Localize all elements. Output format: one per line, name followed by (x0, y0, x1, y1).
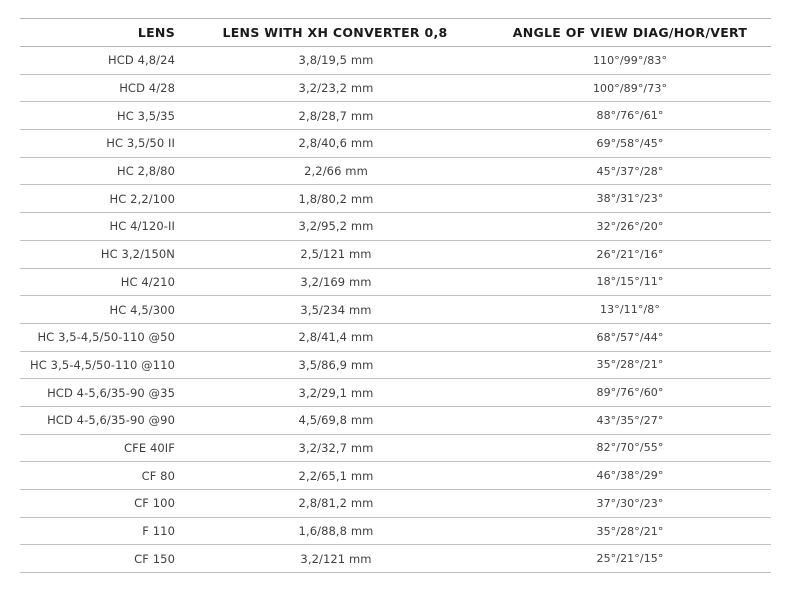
lens-name-cell: HC 4/120-II (109, 219, 175, 234)
converter-value-cell: 3,2/95,2 mm (298, 219, 374, 234)
converter-value-cell: 3,2/121 mm (300, 551, 372, 566)
angle-of-view-cell: 25°/21°/15° (596, 552, 664, 566)
converter-value-cell: 4,5/69,8 mm (298, 413, 374, 428)
lens-name-cell: HC 3,5-4,5/50-110 @50 (37, 330, 175, 345)
table-row (20, 462, 771, 490)
converter-value-cell: 3,2/169 mm (300, 274, 372, 289)
table-body (20, 47, 771, 573)
header-angle-of-view: ANGLE OF VIEW DIAG/HOR/VERT (512, 25, 748, 40)
table-row (20, 102, 771, 130)
lens-name-cell: HCD 4,8/24 (108, 53, 175, 68)
converter-value-cell: 2,8/28,7 mm (298, 108, 374, 123)
angle-of-view-cell: 26°/21°/16° (596, 247, 664, 261)
lens-name-cell: HC 2,8/80 (116, 164, 175, 179)
converter-value-cell: 2,8/81,2 mm (298, 496, 374, 511)
converter-value-cell: 3,2/29,1 mm (298, 385, 374, 400)
lens-name-cell: HC 2,2/100 (109, 191, 175, 206)
converter-value-cell: 3,2/32,7 mm (298, 440, 374, 455)
converter-value-cell: 2,2/66 mm (304, 164, 368, 179)
table-row (20, 435, 771, 463)
angle-of-view-cell: 13°/11°/8° (600, 303, 660, 317)
lens-name-cell: F 110 (142, 524, 175, 539)
table-row (20, 75, 771, 103)
lens-name-cell: HC 4,5/300 (109, 302, 175, 317)
angle-of-view-cell: 37°/30°/23° (596, 496, 664, 510)
angle-of-view-cell: 43°/35°/27° (596, 413, 664, 427)
converter-value-cell: 2,8/40,6 mm (298, 136, 374, 151)
angle-of-view-cell: 69°/58°/45° (596, 136, 664, 150)
converter-value-cell: 3,2/23,2 mm (298, 81, 374, 96)
converter-value-cell: 3,8/19,5 mm (298, 53, 374, 68)
lens-name-cell: HC 3,5-4,5/50-110 @110 (30, 357, 175, 372)
table-row (20, 47, 771, 75)
angle-of-view-cell: 110°/99°/83° (592, 53, 668, 67)
angle-of-view-cell: 35°/28°/21° (596, 524, 664, 538)
angle-of-view-cell: 68°/57°/44° (596, 330, 664, 344)
lens-name-cell: CFE 40IF (123, 440, 175, 455)
lens-converter-table (20, 18, 771, 573)
lens-name-cell: HCD 4-5,6/35-90 @35 (47, 385, 175, 400)
converter-value-cell: 3,5/234 mm (300, 302, 372, 317)
converter-value-cell: 2,2/65,1 mm (298, 468, 374, 483)
angle-of-view-cell: 88°/76°/61° (596, 109, 664, 123)
angle-of-view-cell: 38°/31°/23° (596, 192, 664, 206)
table-row (20, 352, 771, 380)
converter-value-cell: 1,6/88,8 mm (298, 524, 374, 539)
angle-of-view-cell: 45°/37°/28° (596, 164, 664, 178)
lens-name-cell: HCD 4-5,6/35-90 @90 (47, 413, 175, 428)
converter-value-cell: 3,5/86,9 mm (298, 357, 374, 372)
table-row (20, 490, 771, 518)
lens-name-cell: CF 100 (134, 496, 175, 511)
table-row (20, 130, 771, 158)
lens-name-cell: HCD 4/28 (119, 81, 175, 96)
angle-of-view-cell: 35°/28°/21° (596, 358, 664, 372)
table-row (20, 213, 771, 241)
table-row (20, 518, 771, 546)
angle-of-view-cell: 100°/89°/73° (592, 81, 668, 95)
table-row (20, 269, 771, 297)
table-row (20, 379, 771, 407)
table-row (20, 158, 771, 186)
header-lens: LENS (137, 25, 175, 40)
table-row (20, 407, 771, 435)
angle-of-view-cell: 46°/38°/29° (596, 469, 664, 483)
table-row (20, 241, 771, 269)
lens-name-cell: HC 3,5/50 II (106, 136, 175, 151)
angle-of-view-cell: 82°/70°/55° (596, 441, 664, 455)
lens-name-cell: CF 80 (141, 468, 175, 483)
angle-of-view-cell: 32°/26°/20° (596, 219, 664, 233)
header-converter: LENS WITH XH CONVERTER 0,8 (222, 25, 448, 40)
lens-name-cell: HC 3,2/150N (100, 247, 175, 262)
lens-name-cell: HC 4/210 (120, 274, 175, 289)
table-row (20, 545, 771, 573)
table-row (20, 296, 771, 324)
lens-name-cell: CF 150 (134, 551, 175, 566)
converter-value-cell: 2,5/121 mm (300, 247, 372, 262)
converter-value-cell: 1,8/80,2 mm (298, 191, 374, 206)
table-row (20, 185, 771, 213)
table-row (20, 324, 771, 352)
lens-name-cell: HC 3,5/35 (116, 108, 175, 123)
angle-of-view-cell: 89°/76°/60° (596, 386, 664, 400)
converter-value-cell: 2,8/41,4 mm (298, 330, 374, 345)
angle-of-view-cell: 18°/15°/11° (596, 275, 664, 289)
table-header-row (20, 19, 771, 47)
